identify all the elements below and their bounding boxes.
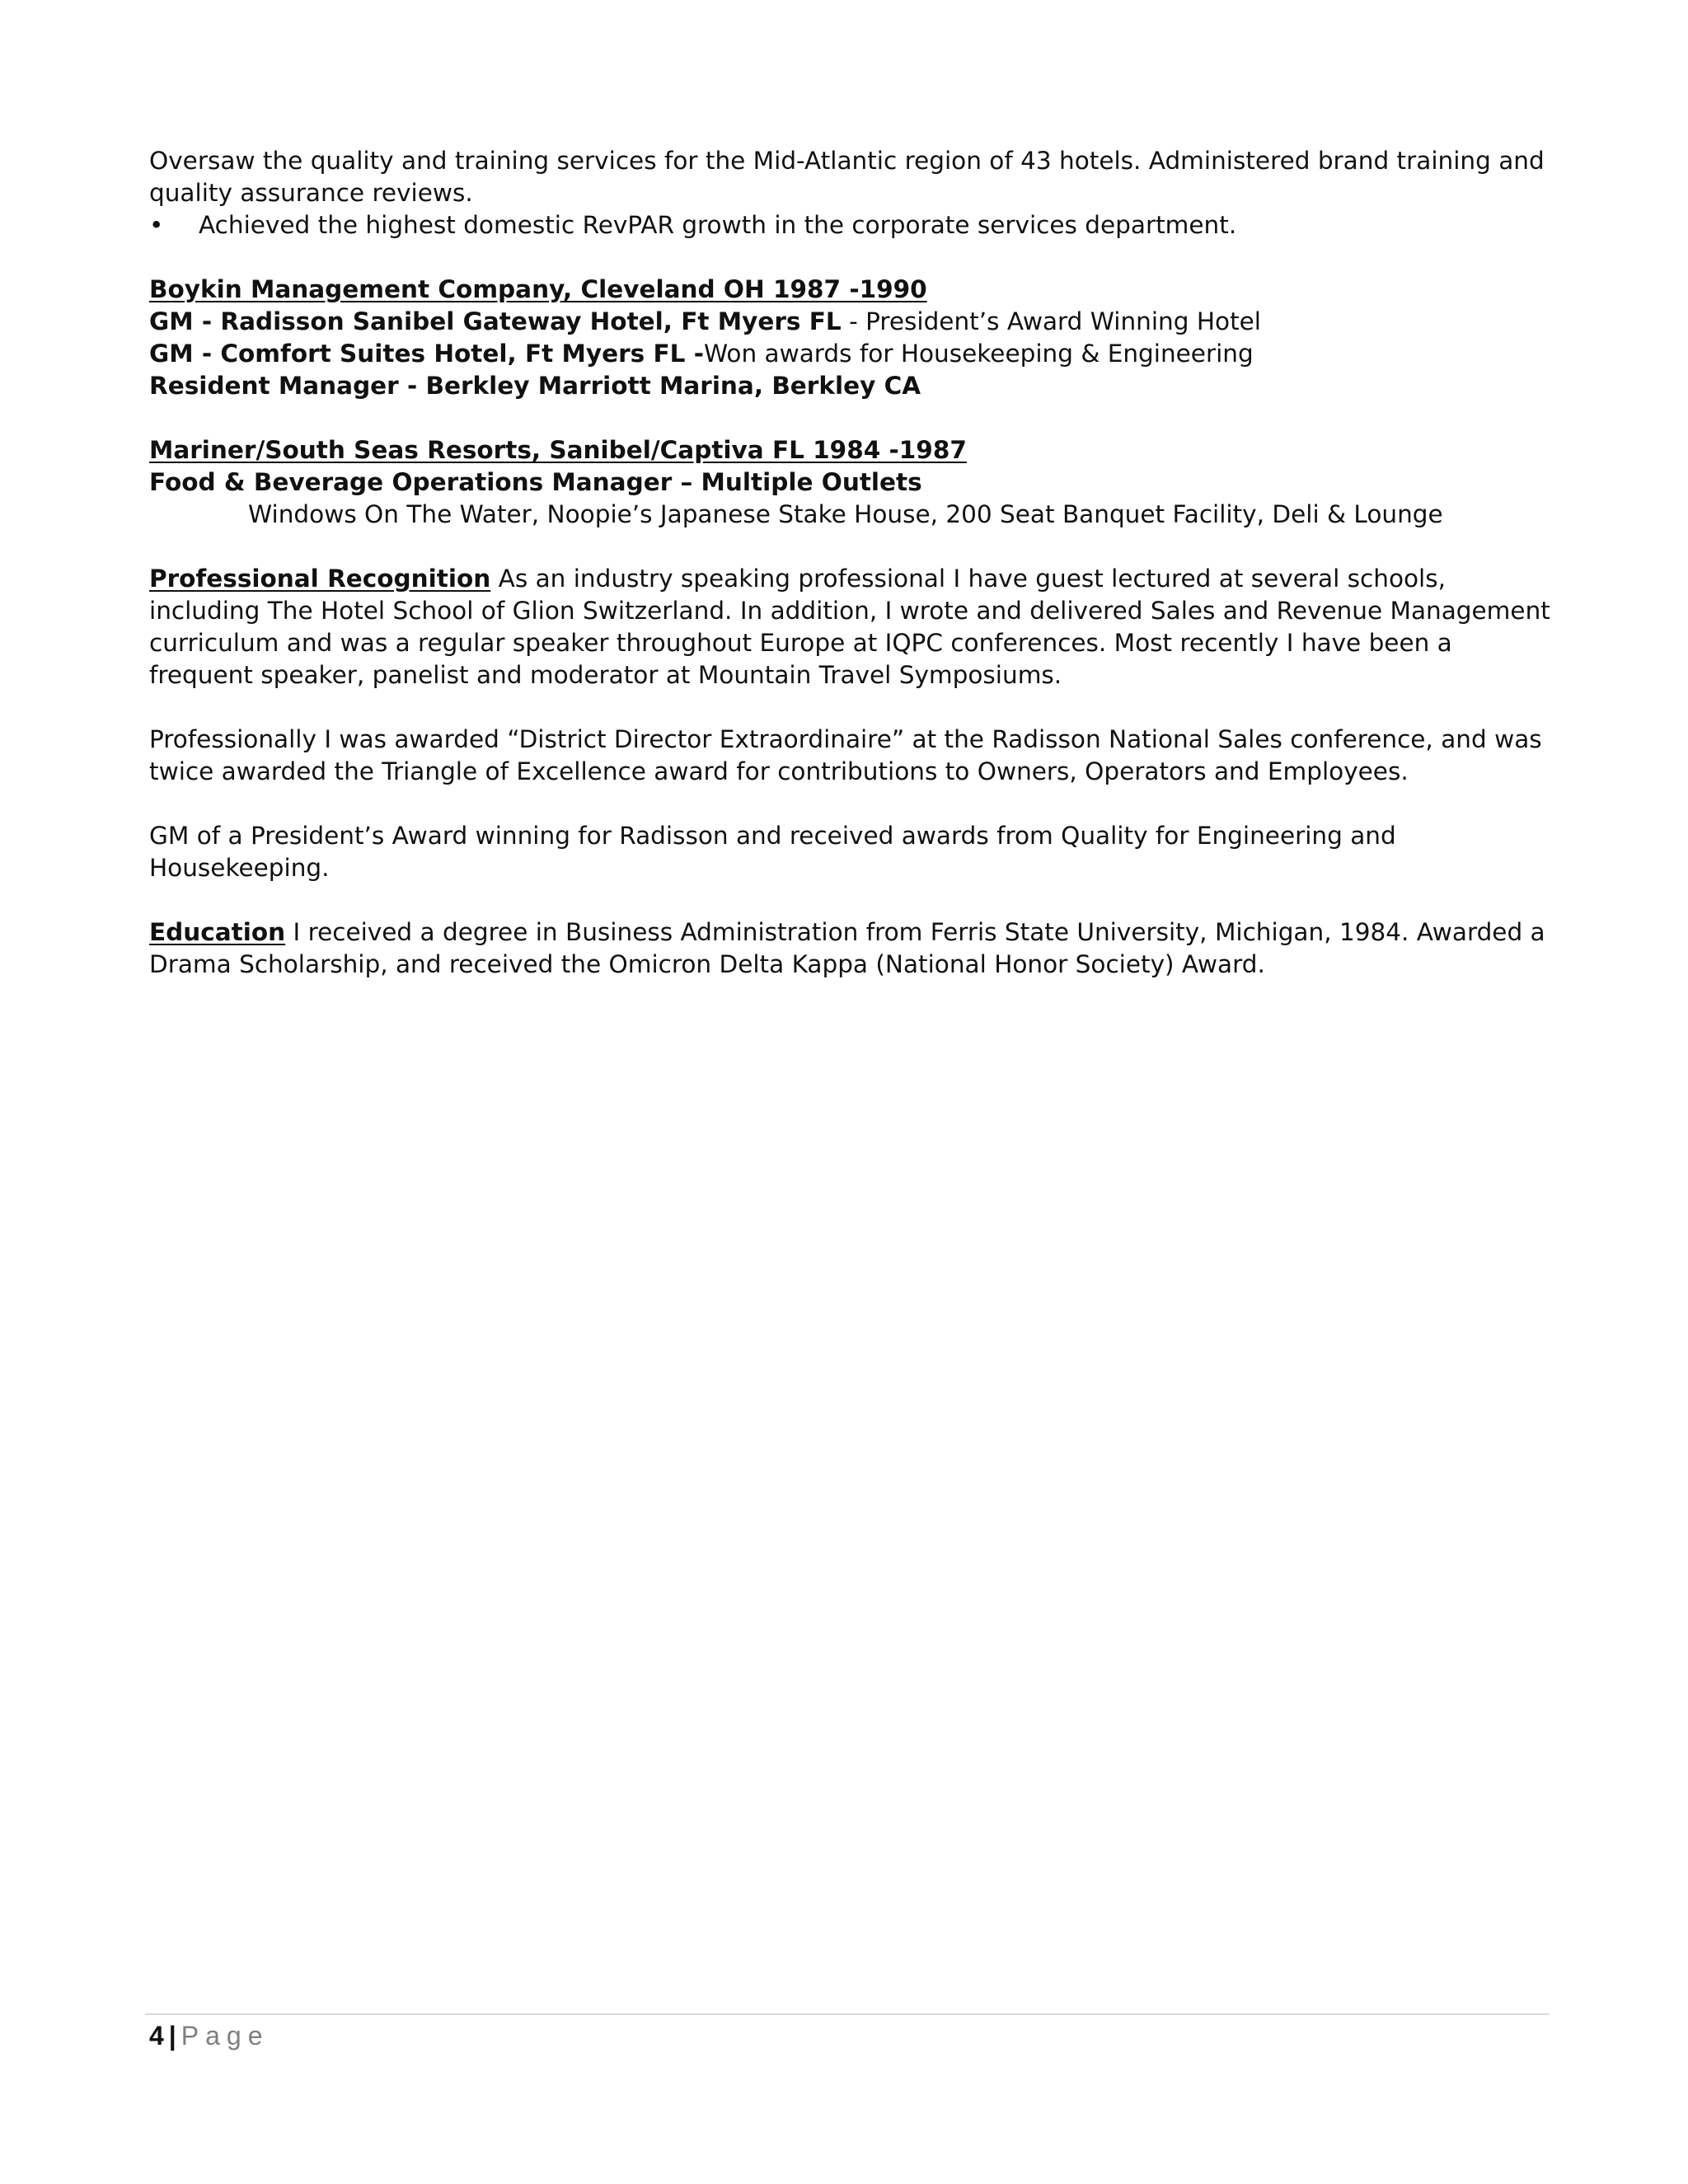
page-number: 4 [149, 2021, 164, 2050]
spacer [149, 531, 1550, 563]
recognition-paragraph [149, 563, 1550, 691]
role-line [149, 306, 1550, 338]
education-heading: Education [149, 918, 286, 946]
role-line [149, 370, 1550, 402]
footer-divider [145, 2013, 1550, 2015]
bullet-icon: • [149, 211, 164, 239]
spacer [149, 241, 1550, 274]
mariner-heading: Mariner/South Seas Resorts, Sanibel/Captiva FL 1984 -1987 [149, 436, 967, 464]
role-line [149, 338, 1550, 370]
role-detail: - President’s Award Winning Hotel [841, 307, 1261, 335]
role-title: GM - Radisson Sanibel Gateway Hotel, Ft Myers FL [149, 307, 842, 335]
recognition-text: As an industry speaking professional I have guest lectured at several schools, including The Hotel School of Glion Switzerland. In addition, I wrote and delivered Sales and Revenue Management curriculum and was a regular speaker throughout Europe at IQPC conferences. Most recently I have been a frequent speaker, panelist and moderator at Mountain Travel Symposiums. [149, 565, 1550, 689]
list-item [149, 209, 1550, 241]
spacer [149, 691, 1550, 724]
footer-separator: | [168, 2021, 176, 2050]
mariner-outlets: Windows On The Water, Noopie’s Japanese Stake House, 200 Seat Banquet Facility, Deli & Lounge [248, 500, 1443, 528]
gm-paragraph: GM of a President’s Award winning for Radisson and received awards from Quality for Engineering and Housekeeping. [149, 822, 1396, 882]
role-detail: Won awards for Housekeeping & Engineering [703, 340, 1254, 368]
bullet-text: Achieved the highest domestic RevPAR growth in the corporate services department. [199, 211, 1237, 239]
education-text: I received a degree in Business Administration from Ferris State University, Michigan, 1984. Awarded a Drama Scholarship, and received the Omicron Delta Kappa (National Honor Society) Award. [149, 918, 1545, 978]
role-title: Resident Manager - Berkley Marriott Marina, Berkley CA [149, 372, 921, 400]
mariner-role: Food & Beverage Operations Manager – Multiple Outlets [149, 468, 922, 496]
awards-paragraph: Professionally I was awarded “District Director Extraordinaire” at the Radisson National Sales conference, and was twice awarded the Triangle of Excellence award for contributions to Owners, Operators and Employees. [149, 725, 1542, 785]
recognition-heading: Professional Recognition [149, 565, 491, 593]
spacer [149, 788, 1550, 820]
page-label: Page [181, 2021, 270, 2050]
intro-paragraph: Oversaw the quality and training services for the Mid-Atlantic region of 43 hotels. Administered brand training and quality assurance reviews. [149, 147, 1545, 207]
page-content [149, 145, 1550, 981]
spacer [149, 884, 1550, 916]
spacer [149, 402, 1550, 434]
boykin-heading: Boykin Management Company, Cleveland OH 1987 -1990 [149, 275, 927, 303]
education-paragraph [149, 916, 1550, 981]
page-footer [149, 2019, 269, 2052]
role-title: GM - Comfort Suites Hotel, Ft Myers FL - [149, 340, 704, 368]
